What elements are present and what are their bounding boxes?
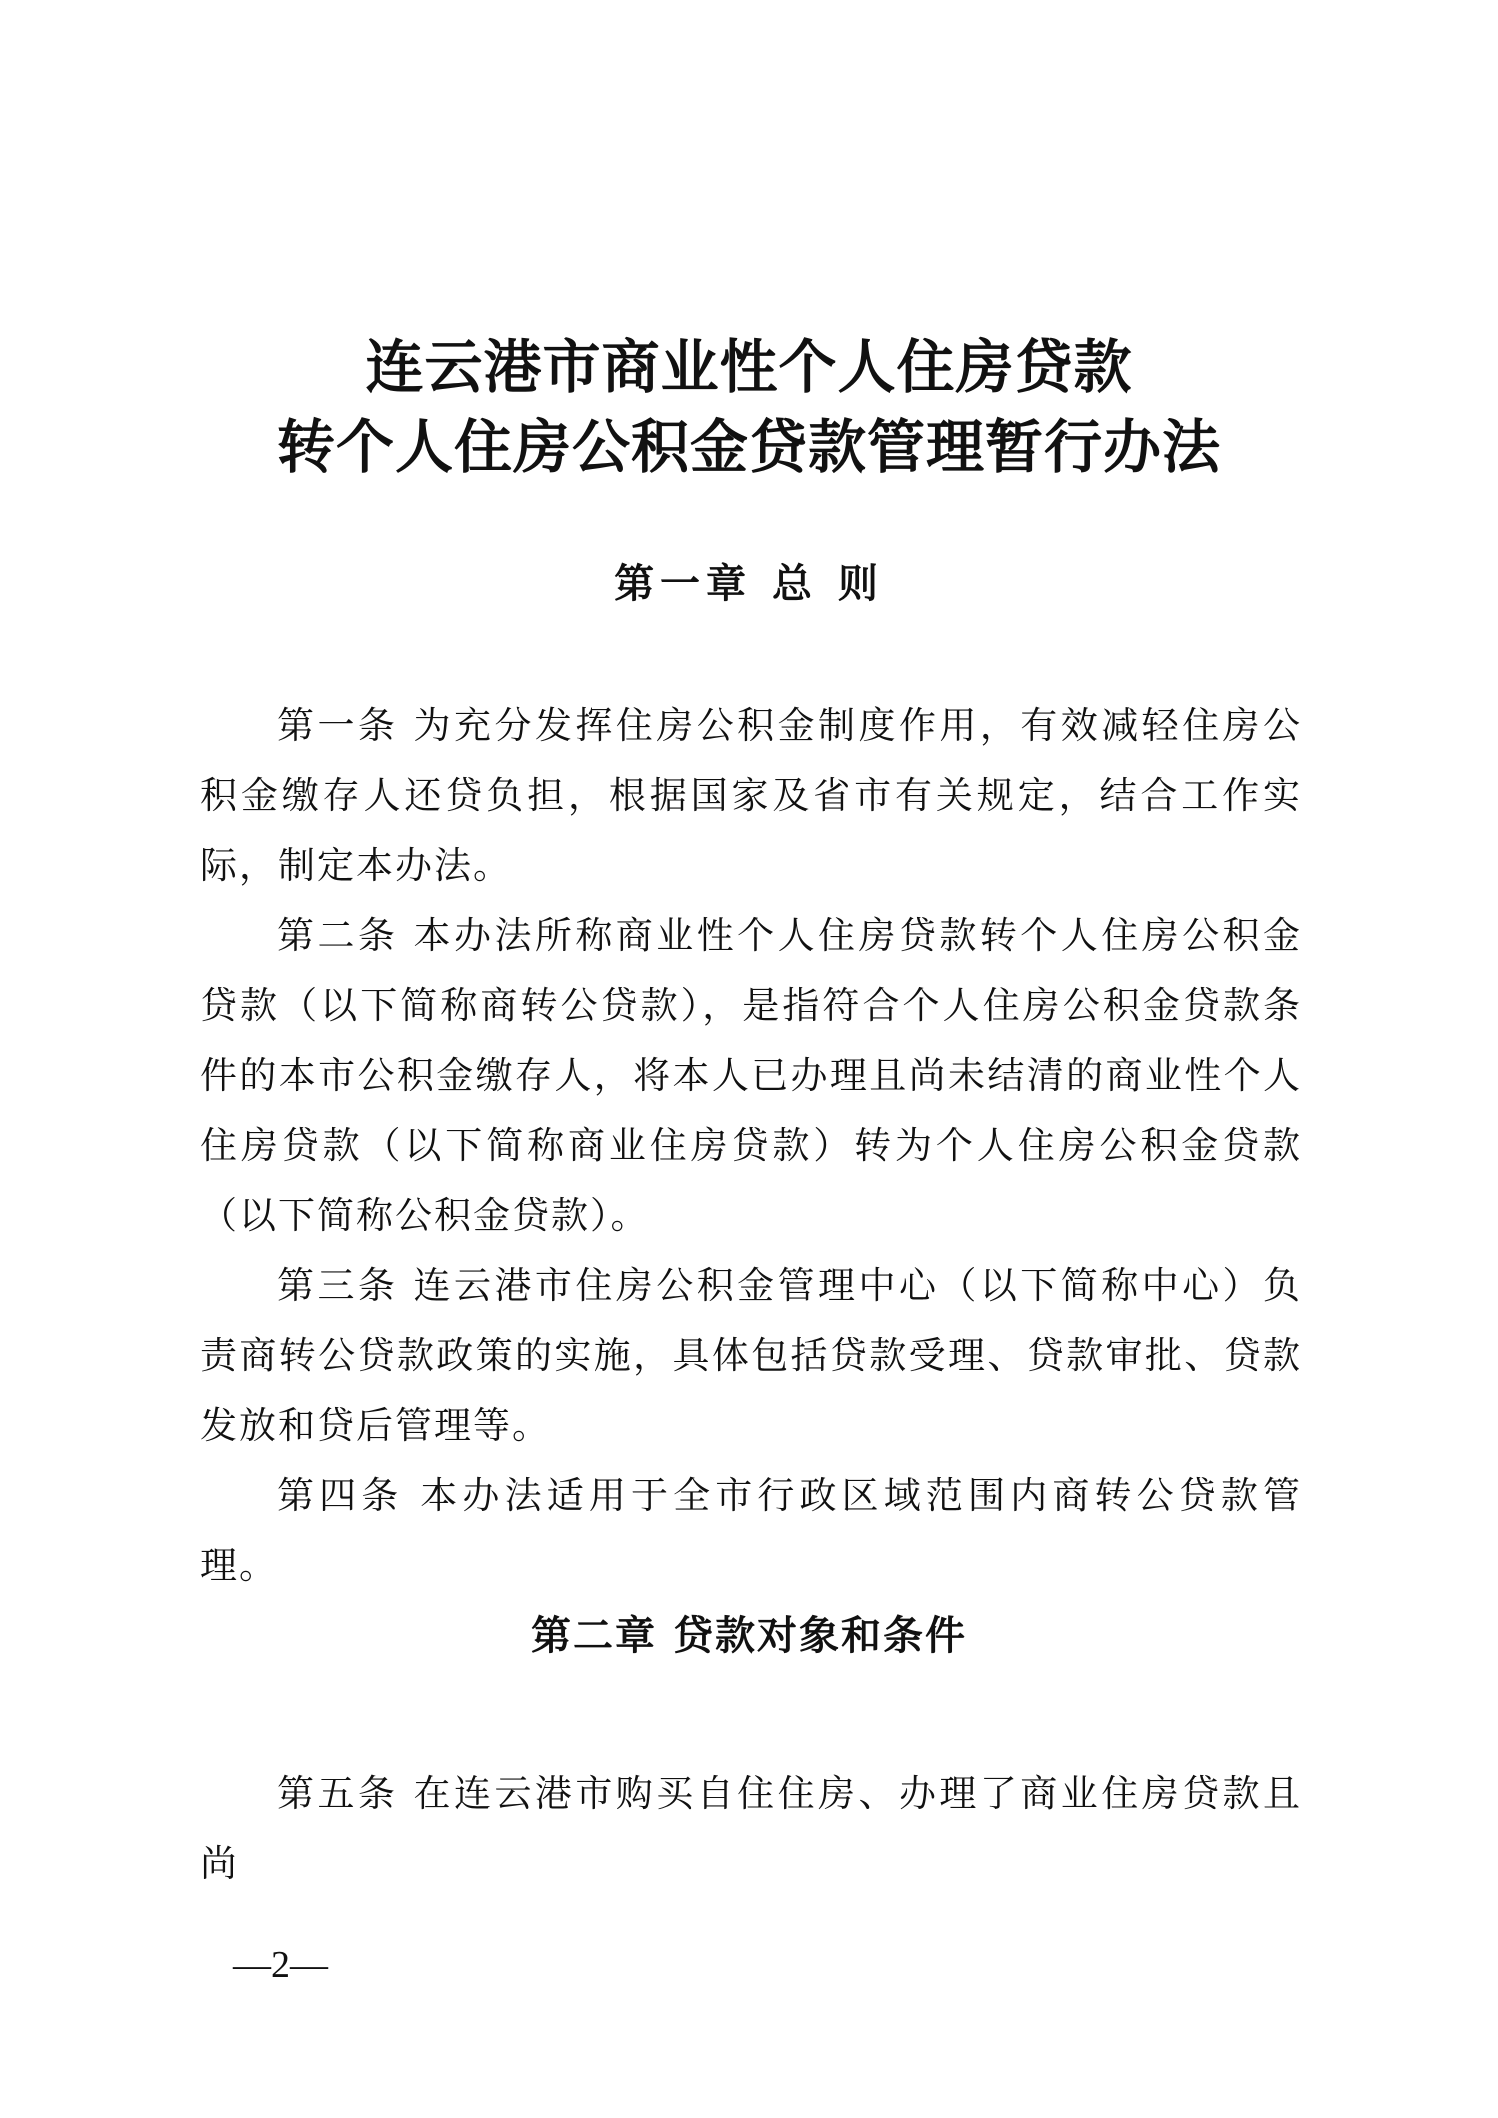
article-4: 第四条 本办法适用于全市行政区域范围内商转公贷款管理。: [200, 1474, 1302, 1587]
document-title-line-2: 转个人住房公积金贷款管理暂行办法: [276, 413, 1221, 481]
chapter-1-heading: 第一章 总 则: [614, 561, 884, 607]
document-title-line-1: 连云港市商业性个人住房贷款: [365, 333, 1133, 401]
chapter-2-body: [200, 1759, 1302, 1899]
article-3: 第三条 连云港市住房公积金管理中心（以下简称中心）负责商转公贷款政策的实施，具体包括贷款受理、贷款审批、贷款发放和贷后管理等。: [200, 1264, 1302, 1447]
chapter-1-body: [200, 691, 1302, 1601]
chapter-2-heading: 第二章 贷款对象和条件: [531, 1613, 967, 1659]
article-2: 第二条 本办法所称商业性个人住房贷款转个人住房公积金贷款（以下简称商转公贷款），是指符合个人住房公积金贷款条件的本市公积金缴存人，将本人已办理且尚未结清的商业性个人住房贷款（以下简称商业住房贷款）转为个人住房公积金贷款（以下简称公积金贷款）。: [200, 914, 1302, 1237]
article-5: 第五条 在连云港市购买自住住房、办理了商业住房贷款且尚: [200, 1772, 1302, 1885]
page-number: —2—: [233, 1944, 328, 1986]
article-1: 第一条 为充分发挥住房公积金制度作用，有效减轻住房公积金缴存人还贷负担，根据国家及省市有关规定，结合工作实际，制定本办法。: [200, 704, 1302, 887]
